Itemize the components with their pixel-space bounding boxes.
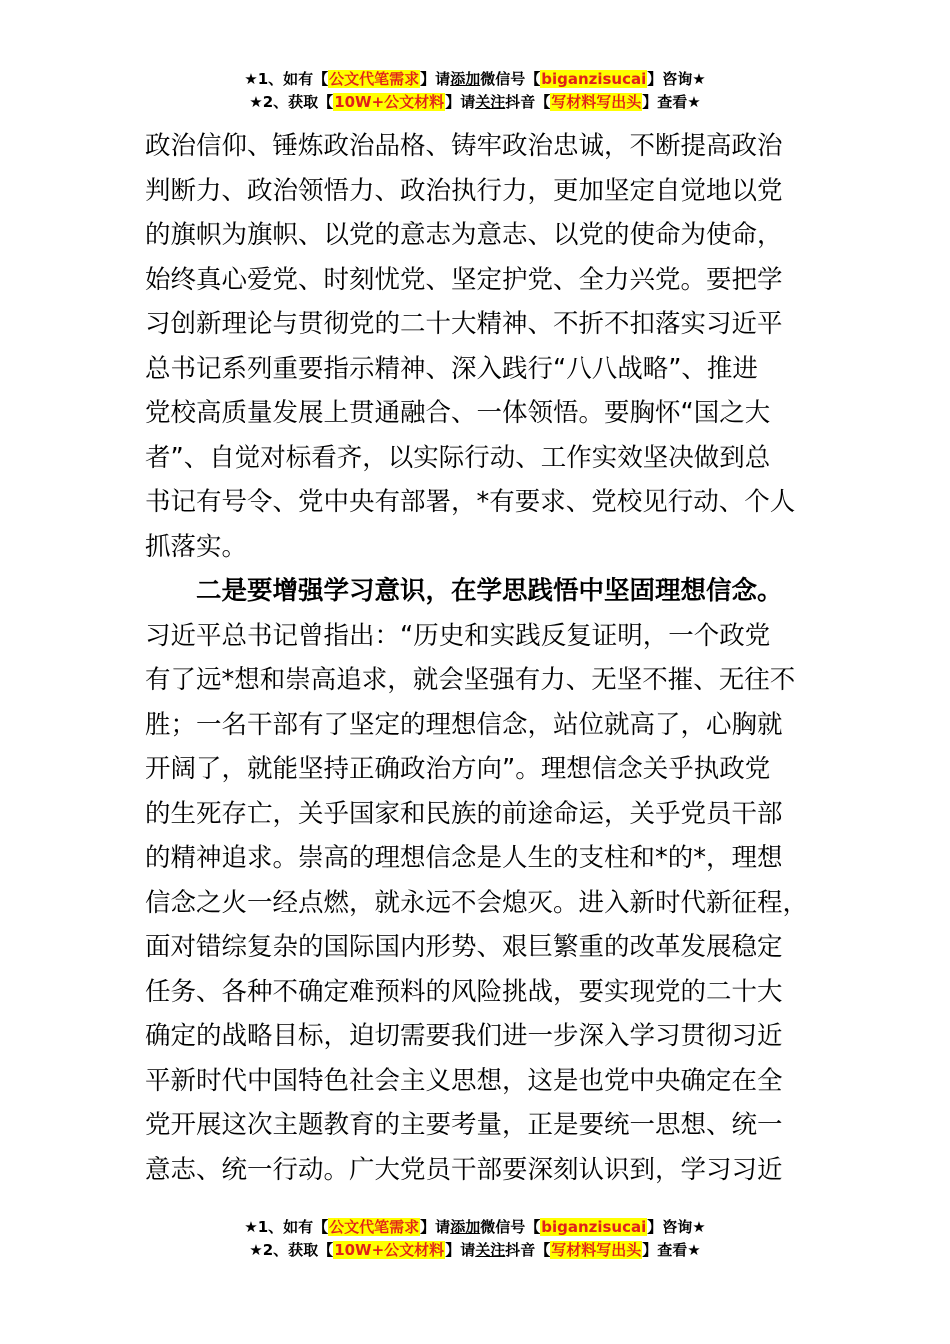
body-line: 习创新理论与贯彻党的二十大精神、不折不扣落实习近平 [145, 309, 783, 339]
highlight-wechat-id: biganzisucai [541, 70, 647, 88]
body-line: 党开展这次主题教育的主要考量，正是要统一思想、统一 [145, 1110, 783, 1140]
body-line: 总书记系列重要指示精神、深入践行“八八战略”、推进 [145, 353, 758, 384]
highlight-douyin-account: 写材料写出头 [551, 93, 642, 111]
body-line: 判断力、政治领悟力、政治执行力，更加坚定自觉地以党 [145, 175, 783, 206]
body-line: 的生死存亡，关乎国家和民族的前途命运，关乎党员干部 [145, 798, 783, 829]
highlight-writing-service: 公文代笔需求 [329, 1218, 420, 1236]
body-line: 面对错综复杂的国际国内形势、艰巨繁重的改革发展稳定 [145, 932, 783, 962]
body-line: 任务、各种不确定难预料的风险挑战，要实现党的二十大 [145, 976, 783, 1007]
document-body [145, 124, 807, 1192]
banner-line-1: ★1、如有【公文代笔需求】请添加微信号【biganzisucai】咨询★ [244, 1218, 706, 1236]
body-line: 书记有号令、党中央有部署，*有要求、党校见行动、个人 [145, 487, 796, 517]
body-line: 平新时代中国特色社会主义思想，这是也党中央确定在全 [145, 1065, 783, 1096]
body-line: 有了远*想和崇高追求，就会坚强有力、无坚不摧、无往不 [145, 665, 796, 695]
body-line: 信念之火一经点燃，就永远不会熄灭。进入新时代新征程， [145, 887, 809, 918]
body-line: 者”、自觉对标看齐，以实际行动、工作实效坚决做到总 [145, 442, 771, 473]
banner-line-1: ★1、如有【公文代笔需求】请添加微信号【biganzisucai】咨询★ [244, 70, 706, 88]
body-line: 确定的战略目标，迫切需要我们进一步深入学习贯彻习近 [145, 1021, 783, 1051]
highlight-douyin-account: 写材料写出头 [551, 1241, 642, 1259]
body-line: 党校高质量发展上贯通融合、一体领悟。要胸怀“国之大 [145, 398, 771, 428]
body-line: 胜；一名干部有了坚定的理想信念，站位就高了，心胸就 [145, 709, 783, 740]
footer-banner [0, 1216, 950, 1262]
body-line: 始终真心爱党、时刻忧党、坚定护党、全力兴党。要把学 [145, 264, 783, 295]
body-line: 意志、统一行动。广大党员干部要深刻认识到，学习习近 [145, 1154, 783, 1185]
banner-line-2: ★2、获取【10W+公文材料】请关注抖音【写材料写出头】查看★ [249, 1241, 701, 1259]
body-line: 抓落实。 [145, 531, 248, 562]
section-heading: 二是要增强学习意识，在学思践悟中坚固理想信念。 [196, 576, 783, 606]
body-line: 习近平总书记曾指出：“历史和实践反复证明，一个政党 [145, 620, 771, 651]
highlight-materials: 10W+公文材料 [334, 1241, 445, 1259]
body-line: 的精神追求。崇高的理想信念是人生的支柱和*的*，理想 [145, 843, 783, 873]
body-line: 开阔了，就能坚持正确政治方向”。理想信念关乎执政党 [145, 754, 771, 784]
highlight-writing-service: 公文代笔需求 [329, 70, 420, 88]
highlight-wechat-id: biganzisucai [541, 1218, 647, 1236]
banner-line-2: ★2、获取【10W+公文材料】请关注抖音【写材料写出头】查看★ [249, 93, 701, 111]
body-line: 的旗帜为旗帜、以党的意志为意志、以党的使命为使命， [145, 220, 783, 250]
header-banner [0, 68, 950, 114]
highlight-materials: 10W+公文材料 [334, 93, 445, 111]
body-line: 政治信仰、锤炼政治品格、铸牢政治忠诚，不断提高政治 [145, 131, 783, 161]
